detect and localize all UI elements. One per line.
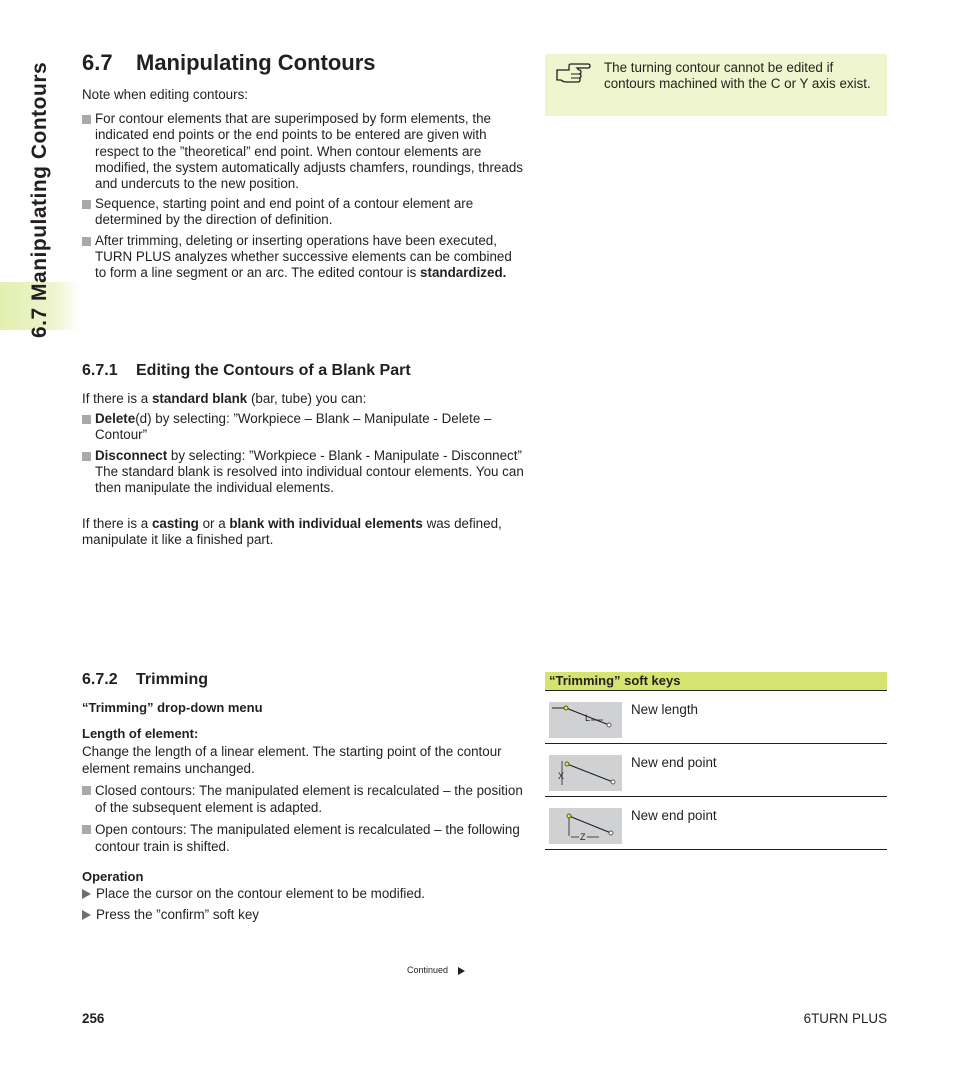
new-length-icon[interactable] — [549, 702, 622, 738]
casting-c: or a — [198, 516, 230, 532]
delete-bullet — [82, 411, 526, 443]
side-tab — [0, 0, 82, 338]
new-end-point-z-icon[interactable] — [549, 808, 622, 844]
page-number: 256 — [82, 1011, 105, 1026]
note-box — [545, 54, 887, 116]
disconnect-text: by selecting: ”Workpiece - Blank - Manipulate - Disconnect” — [167, 447, 522, 463]
standard-blank-intro-a: If there is a — [82, 391, 152, 406]
continued-marker — [407, 965, 465, 975]
operation-heading: Operation — [82, 869, 144, 885]
subsection-title-2 — [82, 671, 208, 689]
section-title — [82, 50, 376, 76]
continued-text: Continued — [407, 965, 449, 975]
standard-blank-intro-c: (bar, tube) you can: — [247, 391, 367, 406]
length-text: Change the length of a linear element. The starting point of the contour element remains unchanged. — [82, 744, 502, 777]
intro-bullet-3 — [82, 233, 526, 282]
disconnect-bold: Disconnect — [95, 447, 168, 463]
new-end-point-x-icon[interactable] — [549, 755, 622, 791]
intro-bullet-2: Sequence, starting point and end point of a contour element are determined by the direction of definition. — [82, 196, 526, 228]
subsection-number-2: 6.7.2 — [82, 671, 118, 688]
svg-text:L: L — [585, 713, 591, 723]
standard-blank-intro-bold: standard blank — [151, 391, 248, 406]
section-title-text: Manipulating Contours — [136, 50, 376, 75]
intro-text: Note when editing contours: — [82, 87, 248, 102]
softkey-row — [545, 797, 887, 850]
trimming-block — [82, 700, 526, 923]
open-contours-bullet: Open contours: The manipulated element is recalculated – the following contour train is shifted. — [82, 821, 526, 855]
intro-block — [82, 87, 526, 281]
note-text: The turning contour cannot be edited if contours machined with the C or Y axis exist. — [604, 60, 871, 92]
chapter-label: 6TURN PLUS — [803, 1011, 887, 1026]
continued-arrow-icon — [458, 967, 465, 975]
softkey-row — [545, 691, 887, 744]
softkey-row — [545, 744, 887, 797]
softkeys-header: “Trimming” soft keys — [545, 672, 887, 691]
subsection-title-1 — [82, 362, 411, 380]
intro-bullet-3-text: After trimming, deleting or inserting operations have been executed, TURN PLUS analyzes whether successive elements can be combined to form a line segment or an arc. The edited contour is — [95, 232, 512, 281]
casting-e: was defined, manipulate it like a finished part. — [82, 516, 502, 548]
length-heading: Length of element: — [82, 726, 199, 742]
subsection-title-1-text: Editing the Contours of a Blank Part — [136, 362, 411, 379]
subsection-number-1: 6.7.1 — [82, 362, 118, 379]
blank-part-block — [82, 391, 526, 549]
softkey-label: New end point — [631, 755, 717, 770]
disconnect-extra: The standard blank is resolved into individual contour elements. You can then manipulate the individual elements. — [95, 463, 524, 496]
svg-text:X: X — [558, 771, 565, 781]
closed-contours-bullet: Closed contours: The manipulated element is recalculated – the position of the subsequent element is adapted. — [82, 782, 526, 816]
subsection-title-2-text: Trimming — [136, 671, 209, 688]
operation-step-1: Place the cursor on the contour element to be modified. — [82, 886, 526, 902]
section-number: 6.7 — [82, 50, 113, 75]
casting-text — [82, 516, 526, 548]
softkey-label: New end point — [631, 808, 717, 823]
pointing-hand-icon — [555, 61, 591, 85]
delete-bold: Delete — [95, 411, 136, 427]
svg-text:Z: Z — [580, 832, 586, 842]
intro-bullet-3-bold: standardized. — [420, 265, 507, 281]
side-tab-label: 6.7 Manipulating Contours — [28, 61, 51, 338]
softkeys-table — [545, 672, 887, 850]
standard-blank-intro — [82, 391, 526, 407]
casting-a: If there is a — [82, 516, 152, 532]
operation-step-2: Press the ”confirm” soft key — [82, 907, 526, 923]
disconnect-bullet — [82, 448, 526, 497]
individual-elements-bold: blank with individual elements — [229, 516, 423, 532]
delete-text: (d) by selecting: ”Workpiece – Blank – Manipulate - Delete – Contour” — [95, 411, 492, 443]
softkey-label: New length — [631, 702, 698, 717]
trimming-menu-heading: “Trimming” drop-down menu — [82, 700, 263, 715]
casting-bold: casting — [151, 516, 199, 532]
intro-bullet-1: For contour elements that are superimposed by form elements, the indicated end points or the end points to be entered are given with respect to the ”theoretical” end point. When contour elements are modified, the system automatically adjusts chamfers, roundings, threads and undercuts to the new position. — [82, 111, 526, 192]
